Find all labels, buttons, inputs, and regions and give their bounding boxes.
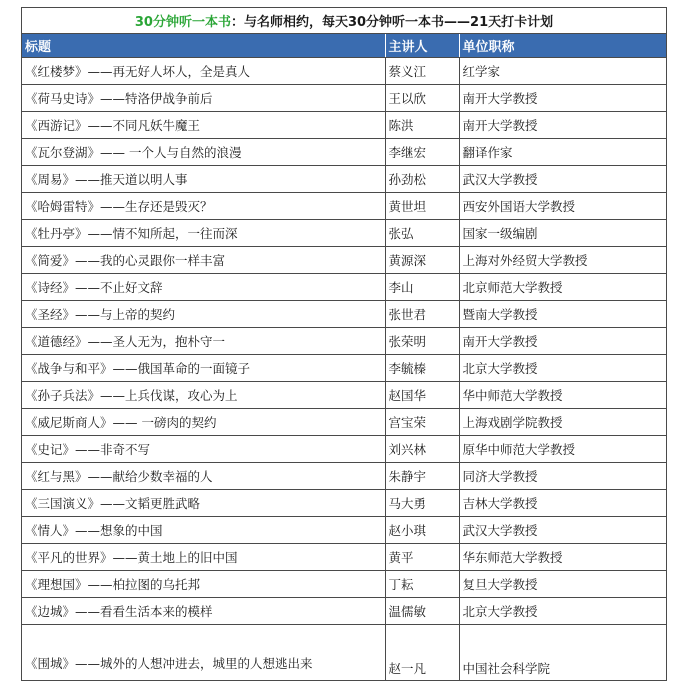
table-row [22, 625, 666, 681]
table-row [22, 58, 666, 85]
speaker-cell: 朱静宇 [385, 463, 459, 490]
book-title-cell: 《道德经》——圣人无为，抱朴守一 [22, 328, 385, 355]
speaker-cell: 李毓榛 [385, 355, 459, 382]
table-row [22, 166, 666, 193]
table-row [22, 409, 666, 436]
affiliation-cell: 北京大学教授 [459, 598, 666, 625]
speaker-cell: 黄源深 [385, 247, 459, 274]
speaker-cell: 张世君 [385, 301, 459, 328]
affiliation-cell: 中国社会科学院 [462, 661, 551, 676]
affiliation-cell: 北京师范大学教授 [459, 274, 666, 301]
table-row [22, 328, 666, 355]
speaker-cell: 孙劲松 [385, 166, 459, 193]
table-row [22, 436, 666, 463]
header-row [22, 34, 666, 58]
table-row [22, 274, 666, 301]
speaker-cell: 陈洪 [385, 112, 459, 139]
affiliation-cell: 原华中师范大学教授 [459, 436, 666, 463]
book-title-cell: 《瓦尔登湖》—— 一个人与自然的浪漫 [22, 139, 385, 166]
speaker-cell: 赵国华 [385, 382, 459, 409]
book-title-cell: 《红与黑》——献给少数幸福的人 [22, 463, 385, 490]
reading-plan-sheet [21, 7, 667, 681]
book-title-cell: 《哈姆雷特》——生存还是毁灭？ [22, 193, 385, 220]
table-row [22, 301, 666, 328]
table-body [22, 58, 666, 681]
book-title-cell: 《诗经》——不止好文辞 [22, 274, 385, 301]
speaker-cell: 刘兴林 [385, 436, 459, 463]
title-row [22, 8, 666, 34]
table-row [22, 598, 666, 625]
speaker-cell: 张弘 [385, 220, 459, 247]
table-row [22, 139, 666, 166]
speaker-cell: 赵小琪 [385, 517, 459, 544]
table-row [22, 112, 666, 139]
affiliation-cell: 北京大学教授 [459, 355, 666, 382]
affiliation-cell: 上海对外经贸大学教授 [459, 247, 666, 274]
speaker-cell: 李继宏 [385, 139, 459, 166]
book-title-cell: 《威尼斯商人》—— 一磅肉的契约 [22, 409, 385, 436]
speaker-cell: 张荣明 [385, 328, 459, 355]
book-title-cell: 《战争与和平》——俄国革命的一面镜子 [22, 355, 385, 382]
book-title-cell: 《孙子兵法》——上兵伐谋，攻心为上 [22, 382, 385, 409]
table-row [22, 490, 666, 517]
speaker-cell: 丁耘 [385, 571, 459, 598]
table-row [22, 193, 666, 220]
table-row [22, 247, 666, 274]
speaker-cell: 李山 [385, 274, 459, 301]
affiliation-cell: 复旦大学教授 [459, 571, 666, 598]
affiliation-cell: 暨南大学教授 [459, 301, 666, 328]
affiliation-cell: 吉林大学教授 [459, 490, 666, 517]
column-header-affiliation: 单位职称 [459, 34, 666, 58]
affiliation-cell: 武汉大学教授 [459, 517, 666, 544]
speaker-cell: 蔡义江 [385, 58, 459, 85]
book-title-cell: 《牡丹亭》——情不知所起，一往而深 [22, 220, 385, 247]
affiliation-cell: 上海戏剧学院教授 [459, 409, 666, 436]
table-row [22, 571, 666, 598]
affiliation-cell: 红学家 [459, 58, 666, 85]
book-title-cell: 《边城》——看看生活本来的模样 [22, 598, 385, 625]
column-header-title: 标题 [22, 34, 385, 58]
affiliation-cell: 南开大学教授 [459, 85, 666, 112]
speaker-cell: 王以欣 [385, 85, 459, 112]
affiliation-cell: 武汉大学教授 [459, 166, 666, 193]
speaker-cell: 黄世坦 [385, 193, 459, 220]
book-title-cell: 《简爱》——我的心灵跟你一样丰富 [22, 247, 385, 274]
book-title-cell: 《三国演义》——文韬更胜武略 [22, 490, 385, 517]
table-row [22, 517, 666, 544]
table-row [22, 220, 666, 247]
affiliation-cell: 南开大学教授 [459, 328, 666, 355]
book-title-cell: 《周易》——推天道以明人事 [22, 166, 385, 193]
speaker-cell: 宫宝荣 [385, 409, 459, 436]
book-title-cell: 《围城》——城外的人想冲进去，城里的人想逃出来 [22, 625, 385, 681]
book-title-cell: 《情人》——想象的中国 [22, 517, 385, 544]
speaker-cell: 马大勇 [385, 490, 459, 517]
book-title-cell: 《平凡的世界》——黄土地上的旧中国 [22, 544, 385, 571]
table-row [22, 85, 666, 112]
book-title-cell: 《理想国》——柏拉图的乌托邦 [22, 571, 385, 598]
table-row [22, 355, 666, 382]
table-row [22, 382, 666, 409]
book-title-cell: 《圣经》——与上帝的契约 [22, 301, 385, 328]
book-title-cell: 《史记》——非奇不写 [22, 436, 385, 463]
affiliation-cell: 国家一级编剧 [459, 220, 666, 247]
affiliation-cell: 南开大学教授 [459, 112, 666, 139]
title-accent: 30分钟听一本书 [134, 15, 231, 30]
table-row [22, 544, 666, 571]
table-row [22, 463, 666, 490]
reading-plan-table [22, 8, 666, 680]
affiliation-cell: 华中师范大学教授 [459, 382, 666, 409]
affiliation-cell: 西安外国语大学教授 [459, 193, 666, 220]
affiliation-cell: 华东师范大学教授 [459, 544, 666, 571]
book-title-cell: 《西游记》——不同凡妖牛魔王 [22, 112, 385, 139]
affiliation-cell: 翻译作家 [459, 139, 666, 166]
speaker-cell: 温儒敏 [385, 598, 459, 625]
book-title-cell: 《红楼梦》——再无好人坏人，全是真人 [22, 58, 385, 85]
title-rest: ：与名师相约，每天30分钟听一本书——21天打卡计划 [230, 15, 554, 30]
table-title [22, 8, 666, 34]
affiliation-cell: 同济大学教授 [459, 463, 666, 490]
speaker-cell: 赵一凡 [385, 625, 459, 681]
book-title-cell: 《荷马史诗》——特洛伊战争前后 [22, 85, 385, 112]
column-header-speaker: 主讲人 [385, 34, 459, 58]
speaker-cell: 黄平 [385, 544, 459, 571]
